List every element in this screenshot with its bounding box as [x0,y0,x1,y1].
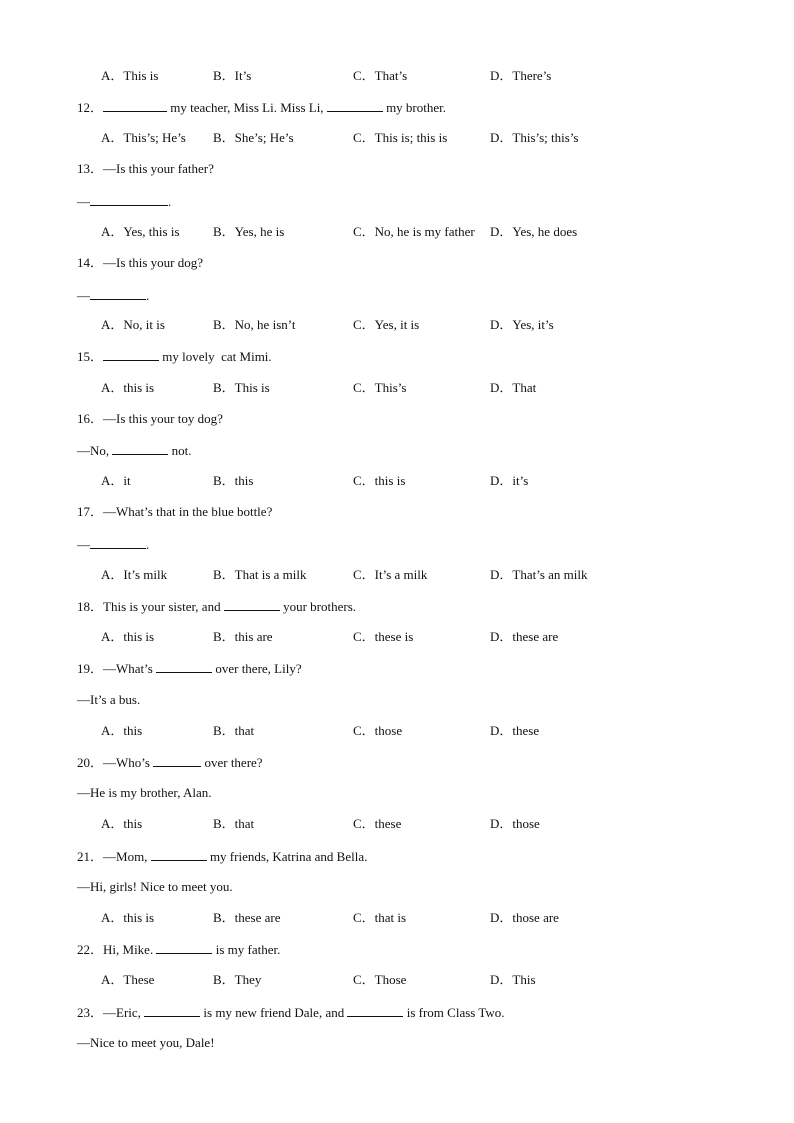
question-text: your brothers. [279,599,357,614]
question-number: 13． [77,161,104,176]
option-b[interactable]: B．No, he isn’t [213,317,296,332]
answer-blank[interactable] [224,598,280,611]
question-line [77,287,149,304]
answer-blank[interactable] [153,754,201,767]
question-text: . [146,537,150,552]
question-line [77,536,149,553]
question-text: — [77,194,90,209]
question-line [77,1035,215,1051]
option-c[interactable]: C．That’s [353,68,408,83]
answer-blank[interactable] [144,1004,200,1017]
option-a[interactable]: A．this is [101,910,155,925]
question-stem [77,660,302,677]
question-number: 18． [77,599,104,614]
question-text: is my new friend Dale, and [200,1005,348,1020]
question-text: —It’s a bus. [77,692,141,707]
option-a[interactable]: A．this is [101,380,155,395]
question-line [77,442,192,459]
option-c[interactable]: C．this is [353,473,406,488]
question-text: —No, [77,443,113,458]
option-a[interactable]: A．this is [101,629,155,644]
question-number: 19． [77,661,104,676]
question-text: my teacher, Miss Li. Miss Li, [167,100,327,115]
option-a[interactable]: A．These [101,972,155,987]
question-text: . [146,288,150,303]
option-d[interactable]: D．This’s; this’s [490,130,579,145]
answer-blank[interactable] [90,193,168,206]
answer-blank[interactable] [90,287,146,300]
option-a[interactable]: A．Yes, this is [101,224,180,239]
answer-blank[interactable] [103,348,159,361]
question-stem [77,848,367,865]
question-text: my brother. [382,100,446,115]
question-stem [77,255,203,271]
answer-blank[interactable] [151,848,207,861]
answer-blank[interactable] [156,660,212,673]
question-stem [77,411,223,427]
option-b[interactable]: B．Yes, he is [213,224,285,239]
option-d[interactable]: D．those are [490,910,559,925]
question-text: my friends, Katrina and Bella. [206,849,368,864]
option-c[interactable]: C．these [353,816,402,831]
question-number: 14． [77,255,104,270]
question-stem [77,99,446,116]
option-b[interactable]: B．that [213,723,255,738]
option-b[interactable]: B．this are [213,629,273,644]
question-text: —Is this your toy dog? [103,411,223,426]
question-text: — [77,288,90,303]
question-text: —Who’s [103,755,154,770]
option-d[interactable]: D．There’s [490,68,552,83]
option-d[interactable]: D．it’s [490,473,529,488]
option-b[interactable]: B．This is [213,380,270,395]
option-a[interactable]: A．this [101,723,143,738]
option-d[interactable]: D．That [490,380,537,395]
question-number: 21． [77,849,104,864]
option-c[interactable]: C．those [353,723,403,738]
question-text: . [168,194,172,209]
question-text: over there? [201,755,263,770]
answer-blank[interactable] [347,1004,403,1017]
answer-blank[interactable] [327,99,383,112]
option-a[interactable]: A．No, it is [101,317,165,332]
question-text: —Is this your father? [103,161,214,176]
option-c[interactable]: C．No, he is my father [353,224,475,239]
option-c[interactable]: C．Yes, it is [353,317,420,332]
option-d[interactable]: D．these are [490,629,559,644]
question-text: —He is my brother, Alan. [77,785,212,800]
question-text: —What’s that in the blue bottle? [103,504,273,519]
option-b[interactable]: B．this [213,473,254,488]
option-d[interactable]: D．Yes, he does [490,224,578,239]
question-text: —Hi, girls! Nice to meet you. [77,879,233,894]
option-b[interactable]: B．these are [213,910,281,925]
option-c[interactable]: C．This is; this is [353,130,448,145]
answer-blank[interactable] [103,99,167,112]
question-number: 17． [77,504,104,519]
question-stem [77,504,272,520]
question-stem [77,161,214,177]
question-number: 12． [77,100,104,115]
question-stem [77,941,280,958]
option-a[interactable]: A．This’s; He’s [101,130,186,145]
question-text: is my father. [212,942,281,957]
option-a[interactable]: A．It’s milk [101,567,168,582]
option-d[interactable]: D．This [490,972,536,987]
question-text: —Mom, [103,849,151,864]
question-line [77,785,212,801]
question-text: over there, Lily? [212,661,302,676]
question-number: 22． [77,942,104,957]
question-stem [77,598,356,615]
question-text: is from Class Two. [403,1005,505,1020]
option-d[interactable]: D．That’s an milk [490,567,588,582]
answer-blank[interactable] [90,536,146,549]
option-c[interactable]: C．these is [353,629,414,644]
option-b[interactable]: B．She’s; He’s [213,130,294,145]
question-text: This is your sister, and [103,599,224,614]
option-b[interactable]: B．that [213,816,255,831]
question-text: — [77,537,90,552]
answer-blank[interactable] [112,442,168,455]
option-a[interactable]: A．this [101,816,143,831]
question-number: 23． [77,1005,104,1020]
option-d[interactable]: D．Yes, it’s [490,317,554,332]
option-c[interactable]: C．This’s [353,380,407,395]
question-text: Hi, Mike. [103,942,157,957]
option-b[interactable]: B．They [213,972,262,987]
question-stem [77,754,263,771]
question-text: my lovely cat Mimi. [159,349,272,364]
question-text: —Is this your dog? [103,255,204,270]
option-d[interactable]: D．those [490,816,540,831]
option-c[interactable]: C．It’s a milk [353,567,428,582]
question-stem [77,1004,505,1021]
question-line [77,879,233,895]
question-text: —What’s [103,661,157,676]
answer-blank[interactable] [156,941,212,954]
option-c[interactable]: C．that is [353,910,407,925]
question-stem [77,348,272,365]
option-d[interactable]: D．these [490,723,540,738]
question-text: —Nice to meet you, Dale! [77,1035,215,1050]
question-number: 20． [77,755,104,770]
option-c[interactable]: C．Those [353,972,407,987]
option-b[interactable]: B．It’s [213,68,252,83]
question-text: not. [168,443,192,458]
question-number: 15． [77,349,104,364]
question-text: —Eric, [103,1005,145,1020]
question-line [77,193,171,210]
option-a[interactable]: A．This is [101,68,159,83]
option-a[interactable]: A．it [101,473,131,488]
option-b[interactable]: B．That is a milk [213,567,307,582]
question-line [77,692,140,708]
question-number: 16． [77,411,104,426]
